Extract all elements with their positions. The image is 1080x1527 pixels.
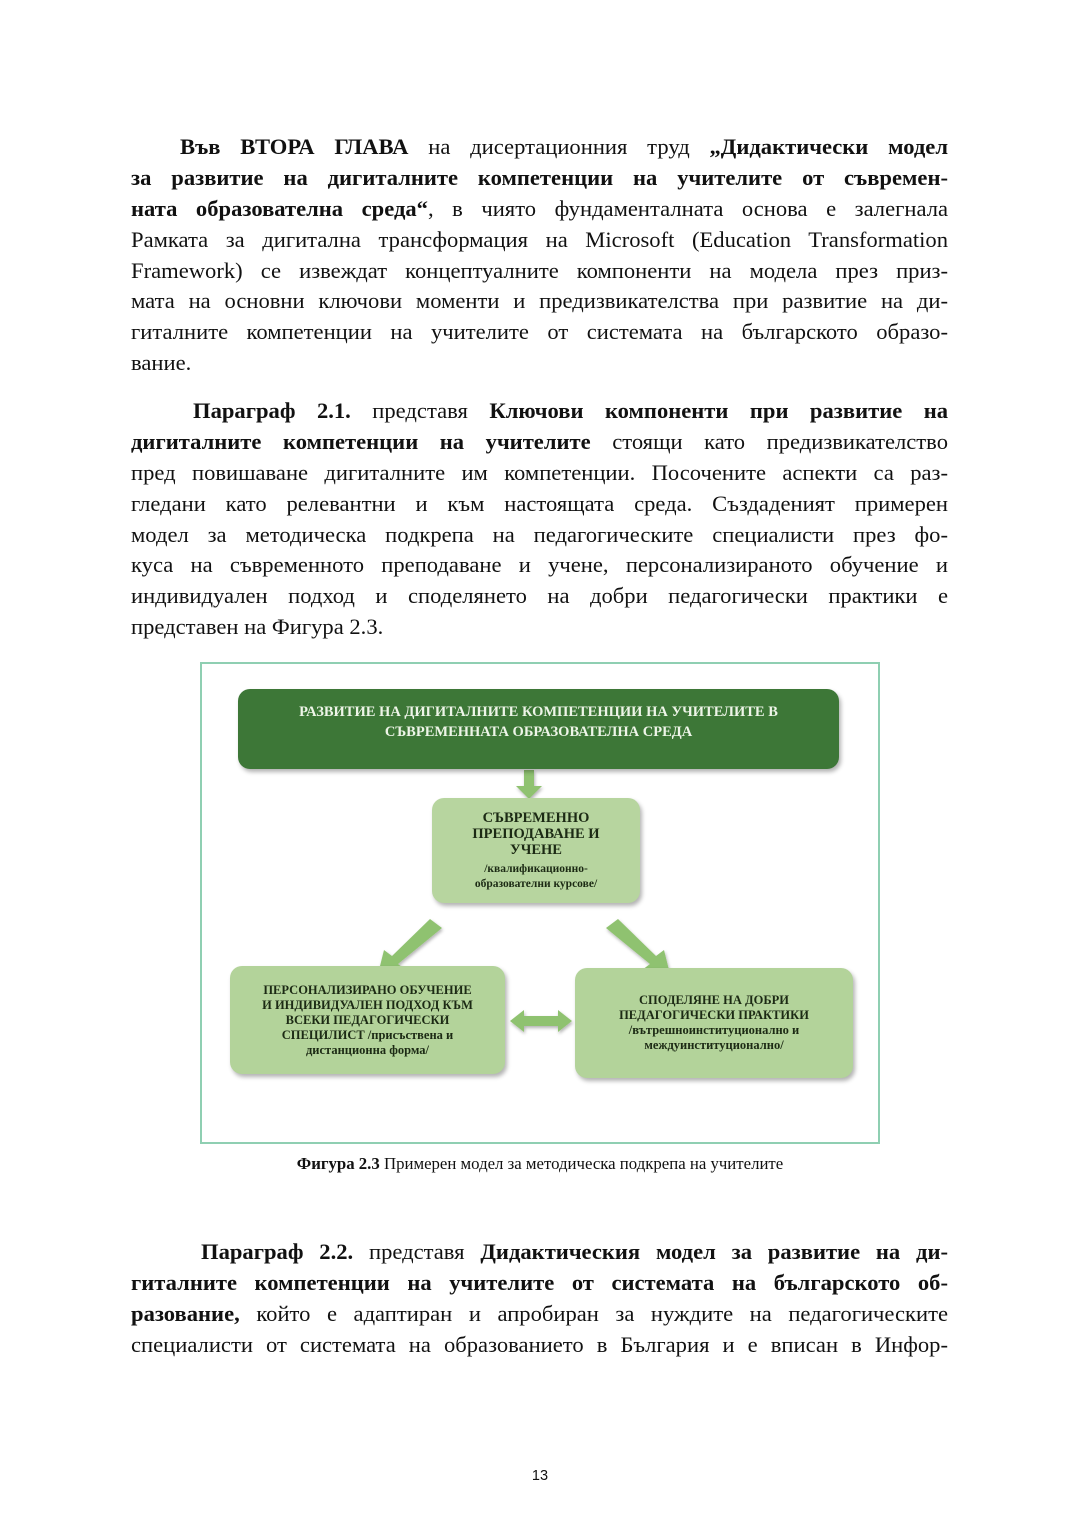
bold-text: Във ВТОРА ГЛАВА — [180, 134, 409, 159]
paragraph-section-2-2 — [131, 1237, 948, 1361]
top-box-line: СЪВРЕМЕННАТА ОБРАЗОВАТЕЛНА СРЕДА — [384, 724, 693, 740]
top-box — [238, 689, 839, 769]
text: вание. — [131, 350, 192, 376]
right-box-line: СПОДЕЛЯНЕ НА ДОБРИ — [639, 993, 789, 1007]
text-line — [131, 581, 948, 612]
top-box-line: РАЗВИТИЕ НА ДИГИТАЛНИТЕ КОМПЕТЕНЦИИ НА УЧИТЕЛИТЕ В — [299, 704, 778, 720]
text-line — [131, 194, 948, 225]
left-box-line: И ИНДИВИДУАЛЕН ПОДХОД КЪМ — [262, 997, 473, 1012]
middle-box-sub-line: /квалификационно- — [484, 862, 588, 875]
text-line — [131, 489, 948, 520]
text: куса на съвременното преподаване и учене, персонализираното обучение и — [131, 552, 948, 578]
bold-text: гиталните компетенции на учителите от системата на българското об- — [131, 1269, 948, 1295]
bold-text: Параграф 2.1. — [193, 398, 351, 423]
text-line — [131, 348, 948, 379]
text: представя — [353, 1239, 481, 1264]
left-box-line: СПЕЦИЛИСТ /присъствена и — [281, 1027, 454, 1042]
text-line — [131, 132, 948, 163]
text: мата на основни ключови моменти и предизвикателства при развитие на ди- — [131, 288, 948, 314]
arrow-diagonal-right-icon — [606, 919, 670, 974]
paragraph-chapter-two — [131, 132, 948, 379]
text-line — [131, 1330, 948, 1361]
text: индивидуален подход и споделянето на добри педагогически практики е — [131, 583, 948, 609]
bold-text: Дидактическия модел за развитие на ди- — [480, 1239, 948, 1264]
text: гледани като релевантни и към настоящата среда. Създаденият примерен — [131, 490, 948, 516]
bold-text: ната образователна среда“ — [131, 195, 428, 221]
middle-box-title: ПРЕПОДАВАНЕ И — [472, 825, 600, 842]
right-box-line: ПЕДАГОГИЧЕСКИ ПРАКТИКИ — [619, 1008, 809, 1022]
bold-text: дигиталните компетенции на учителите — [131, 428, 591, 454]
bold-text: „Дидактически модел — [709, 134, 948, 159]
text-line — [131, 163, 948, 194]
text-line — [131, 1299, 948, 1330]
text-line — [131, 225, 948, 256]
text: Framework) се извеждат концептуалните компоненти на модела през приз- — [131, 257, 948, 283]
caption-text: Примерен модел за методическа подкрепа на учителите — [379, 1154, 784, 1173]
bold-text: разование, — [131, 1300, 240, 1326]
right-box — [575, 968, 853, 1078]
text-line — [131, 520, 948, 551]
figure-caption — [0, 1154, 1080, 1174]
text: Рамката за дигитална трансформация на Microsoft (Education Transformation — [131, 226, 948, 252]
figure-2-3 — [200, 662, 880, 1144]
text: стоящи като предизвикателство — [590, 428, 948, 454]
right-box-line: междуинституционално/ — [644, 1038, 784, 1052]
caption-label: Фигура 2.3 — [296, 1154, 380, 1173]
text-line — [131, 612, 948, 643]
middle-box — [432, 798, 640, 903]
text-line — [131, 1268, 948, 1299]
left-box — [230, 966, 505, 1074]
bold-text: Параграф 2.2. — [201, 1239, 354, 1264]
bold-text: за развитие на дигиталните компетенции на учителите от съвремен- — [131, 164, 948, 190]
text: представен на Фигура 2.3. — [131, 614, 384, 640]
text: специалисти от системата на образованието в България и е вписан в Инфор- — [131, 1331, 948, 1357]
arrow-down-icon — [516, 770, 542, 799]
left-box-line: ВСЕКИ ПЕДАГОГИЧЕСКИ — [285, 1012, 450, 1027]
bold-text: Ключови компоненти при развитие на — [489, 398, 949, 423]
paragraph-section-2-1 — [131, 396, 948, 643]
text-line — [131, 1237, 948, 1268]
text-line — [131, 396, 948, 427]
left-box-line: дистанционна форма/ — [305, 1042, 430, 1057]
text-line — [131, 427, 948, 458]
page-number: 13 — [531, 1468, 549, 1484]
text-line — [131, 550, 948, 581]
text: , в чиято фундаменталната основа е залегнала — [427, 195, 948, 221]
text: модел за методическа подкрепа на педагогическите специалисти през фо- — [131, 521, 948, 547]
middle-box-sub — [432, 862, 640, 892]
text-line — [131, 286, 948, 317]
text: представя — [350, 398, 490, 423]
text: който е адаптиран и апробиран за нуждите на педагогическите — [239, 1300, 948, 1326]
right-box-line: /вътрешноинституционално и — [628, 1023, 800, 1037]
left-box-line: ПЕРСОНАЛИЗИРАНО ОБУЧЕНИЕ — [263, 982, 472, 997]
middle-box-sub-line: образователни курсове/ — [474, 877, 598, 890]
text-line — [131, 256, 948, 287]
middle-box-title: УЧЕНЕ — [510, 841, 562, 858]
text-line — [131, 458, 948, 489]
arrow-bidirectional-icon — [510, 1010, 572, 1032]
text: пред повишаване дигиталните им компетенции. Посочените аспекти са раз- — [131, 459, 948, 485]
text: на дисертационния труд — [408, 134, 710, 159]
text: гиталните компетенции на учителите от системата на българското образо- — [131, 319, 948, 345]
middle-box-title: СЪВРЕМЕННО — [482, 809, 590, 826]
text-line — [131, 317, 948, 348]
